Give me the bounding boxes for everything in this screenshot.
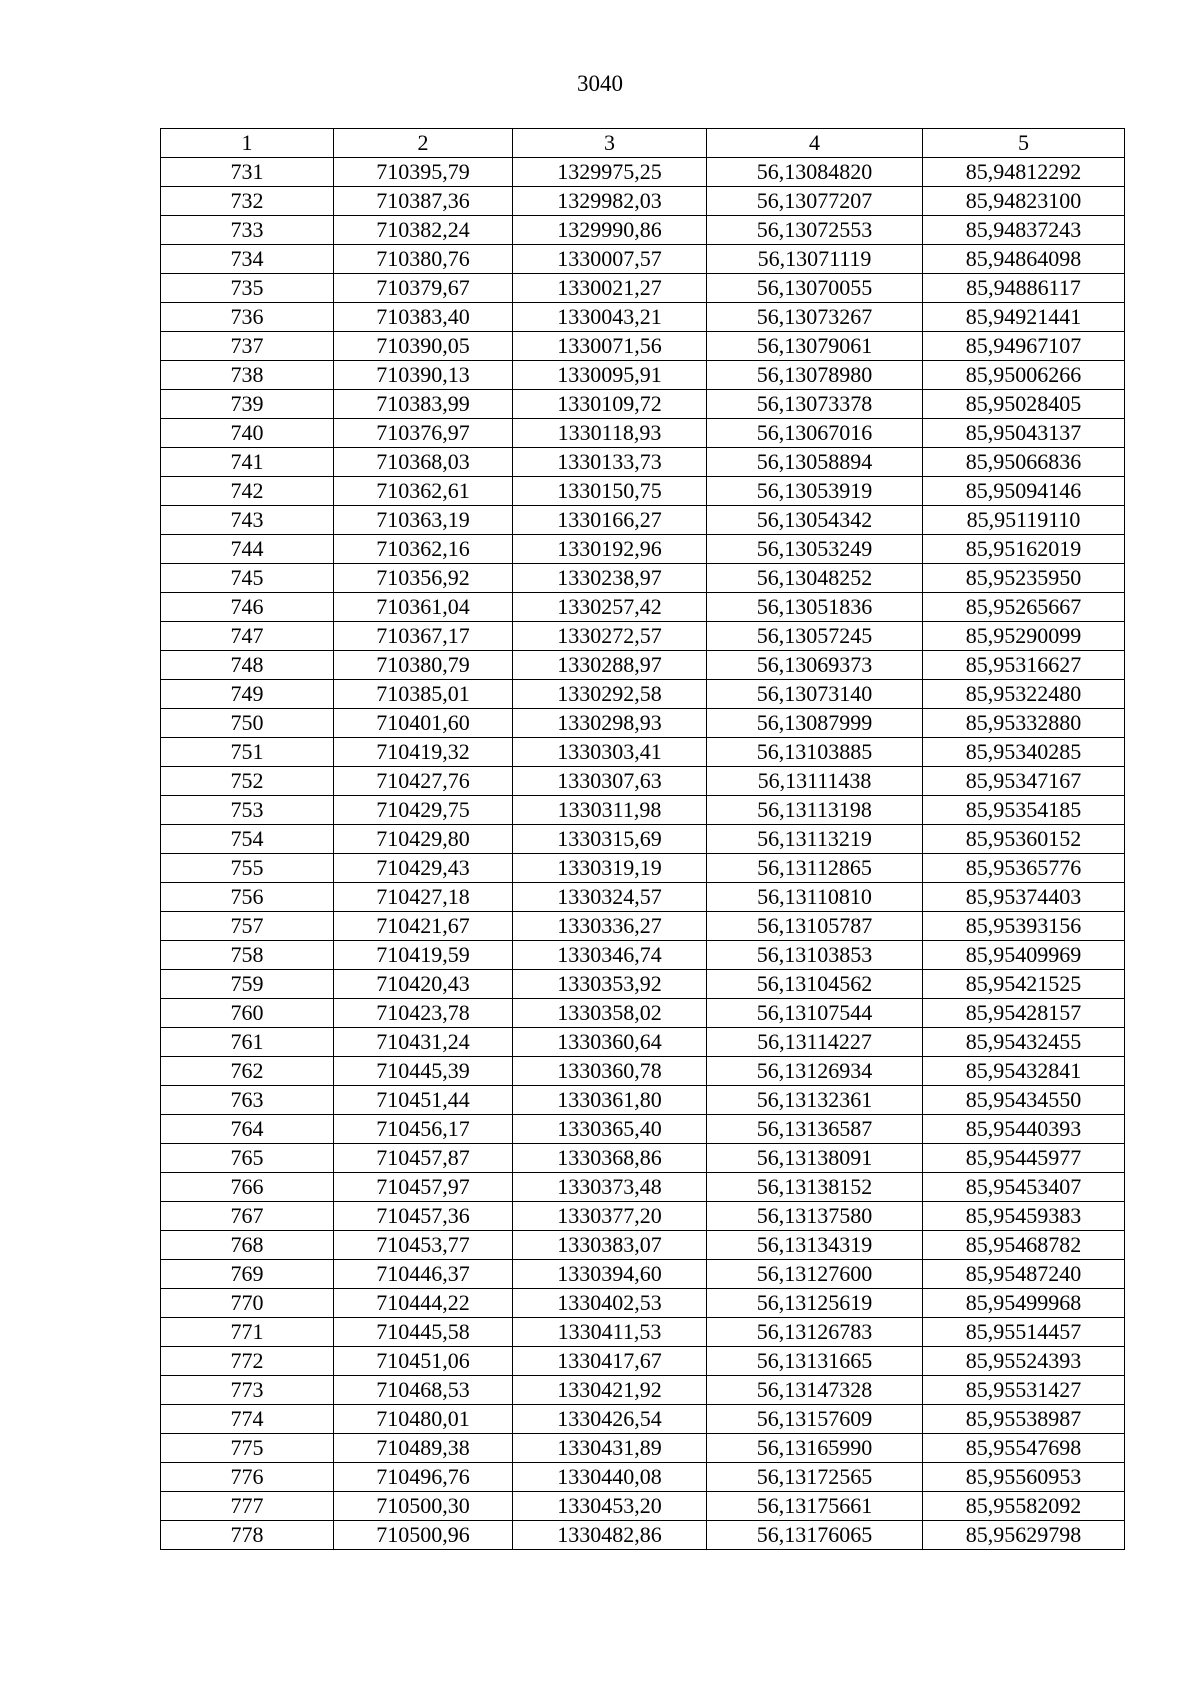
table-cell-col-2: 710480,01 [334,1405,513,1434]
table-cell-col-4: 56,13054342 [707,506,923,535]
table-cell-col-2: 710496,76 [334,1463,513,1492]
table-row [161,564,1125,593]
table-cell-col-2: 710457,97 [334,1173,513,1202]
table-cell-col-2: 710453,77 [334,1231,513,1260]
table-cell-col-3: 1330361,80 [513,1086,707,1115]
table-row [161,332,1125,361]
coordinates-table [160,128,1125,1550]
table-cell-col-5: 85,95028405 [923,390,1125,419]
table-cell-col-5: 85,95524393 [923,1347,1125,1376]
table-cell-col-5: 85,95066836 [923,448,1125,477]
table-row [161,1173,1125,1202]
table-row [161,1260,1125,1289]
table-cell-col-3: 1330021,27 [513,274,707,303]
table-cell-col-2: 710390,13 [334,361,513,390]
table-cell-col-1: 754 [161,825,334,854]
table-cell-col-1: 752 [161,767,334,796]
table-cell-col-4: 56,13126783 [707,1318,923,1347]
table-cell-col-3: 1330166,27 [513,506,707,535]
table-cell-col-1: 751 [161,738,334,767]
table-cell-col-4: 56,13172565 [707,1463,923,1492]
table-cell-col-2: 710368,03 [334,448,513,477]
table-cell-col-4: 56,13084820 [707,158,923,187]
table-row [161,1057,1125,1086]
table-cell-col-2: 710427,18 [334,883,513,912]
table-cell-col-5: 85,95487240 [923,1260,1125,1289]
table-cell-col-1: 744 [161,535,334,564]
table-row [161,1289,1125,1318]
table-row [161,1231,1125,1260]
table-row [161,303,1125,332]
table-cell-col-2: 710429,43 [334,854,513,883]
table-cell-col-1: 731 [161,158,334,187]
table-cell-col-4: 56,13079061 [707,332,923,361]
table-cell-col-5: 85,95434550 [923,1086,1125,1115]
table-cell-col-3: 1330360,64 [513,1028,707,1057]
table-cell-col-2: 710468,53 [334,1376,513,1405]
table-cell-col-5: 85,95347167 [923,767,1125,796]
table-cell-col-5: 85,95365776 [923,854,1125,883]
table-cell-col-2: 710427,76 [334,767,513,796]
table-cell-col-5: 85,95499968 [923,1289,1125,1318]
table-cell-col-4: 56,13136587 [707,1115,923,1144]
table-cell-col-2: 710401,60 [334,709,513,738]
table-cell-col-5: 85,94864098 [923,245,1125,274]
table-row [161,1405,1125,1434]
table-cell-col-3: 1330324,57 [513,883,707,912]
table-cell-col-2: 710383,40 [334,303,513,332]
table-cell-col-5: 85,94812292 [923,158,1125,187]
table-row [161,970,1125,999]
table-cell-col-3: 1329975,25 [513,158,707,187]
table-cell-col-3: 1329990,86 [513,216,707,245]
table-cell-col-3: 1330353,92 [513,970,707,999]
table-cell-col-3: 1330365,40 [513,1115,707,1144]
table-cell-col-5: 85,95432841 [923,1057,1125,1086]
table-cell-col-3: 1330368,86 [513,1144,707,1173]
table-cell-col-1: 759 [161,970,334,999]
table-cell-col-4: 56,13126934 [707,1057,923,1086]
table-cell-col-1: 775 [161,1434,334,1463]
table-cell-col-3: 1330482,86 [513,1521,707,1550]
table-cell-col-5: 85,95468782 [923,1231,1125,1260]
table-row [161,158,1125,187]
table-cell-col-5: 85,95629798 [923,1521,1125,1550]
table-cell-col-1: 760 [161,999,334,1028]
table-cell-col-4: 56,13070055 [707,274,923,303]
table-cell-col-4: 56,13107544 [707,999,923,1028]
table-cell-col-1: 734 [161,245,334,274]
table-row [161,1347,1125,1376]
table-cell-col-5: 85,95290099 [923,622,1125,651]
table-row [161,854,1125,883]
table-cell-col-2: 710382,24 [334,216,513,245]
table-cell-col-1: 770 [161,1289,334,1318]
table-cell-col-5: 85,95393156 [923,912,1125,941]
table-cell-col-4: 56,13114227 [707,1028,923,1057]
column-header-2: 2 [334,129,513,158]
table-cell-col-3: 1330358,02 [513,999,707,1028]
table-cell-col-1: 774 [161,1405,334,1434]
table-cell-col-5: 85,95265667 [923,593,1125,622]
table-cell-col-4: 56,13110810 [707,883,923,912]
table-row [161,680,1125,709]
table-cell-col-4: 56,13132361 [707,1086,923,1115]
table-cell-col-4: 56,13105787 [707,912,923,941]
table-cell-col-3: 1330440,08 [513,1463,707,1492]
table-cell-col-1: 758 [161,941,334,970]
table-cell-col-4: 56,13087999 [707,709,923,738]
table-row [161,651,1125,680]
table-cell-col-2: 710445,39 [334,1057,513,1086]
table-cell-col-3: 1330383,07 [513,1231,707,1260]
table-cell-col-4: 56,13112865 [707,854,923,883]
table-cell-col-3: 1330402,53 [513,1289,707,1318]
table-row [161,738,1125,767]
table-cell-col-2: 710421,67 [334,912,513,941]
table-cell-col-1: 756 [161,883,334,912]
table-cell-col-5: 85,95235950 [923,564,1125,593]
table-cell-col-3: 1330453,20 [513,1492,707,1521]
table-cell-col-1: 762 [161,1057,334,1086]
table-cell-col-3: 1330118,93 [513,419,707,448]
table-cell-col-4: 56,13165990 [707,1434,923,1463]
table-cell-col-4: 56,13077207 [707,187,923,216]
table-cell-col-2: 710445,58 [334,1318,513,1347]
table-cell-col-2: 710446,37 [334,1260,513,1289]
table-cell-col-3: 1330007,57 [513,245,707,274]
table-cell-col-5: 85,95538987 [923,1405,1125,1434]
table-cell-col-4: 56,13057245 [707,622,923,651]
table-cell-col-5: 85,94837243 [923,216,1125,245]
table-cell-col-2: 710429,80 [334,825,513,854]
table-cell-col-3: 1330133,73 [513,448,707,477]
table-cell-col-2: 710362,61 [334,477,513,506]
table-cell-col-1: 773 [161,1376,334,1405]
table-cell-col-4: 56,13073267 [707,303,923,332]
table-cell-col-4: 56,13072553 [707,216,923,245]
table-row [161,767,1125,796]
table-row [161,709,1125,738]
table-cell-col-5: 85,95340285 [923,738,1125,767]
table-row [161,1376,1125,1405]
column-header-4: 4 [707,129,923,158]
table-cell-col-3: 1330311,98 [513,796,707,825]
table-row [161,535,1125,564]
table-cell-col-4: 56,13113219 [707,825,923,854]
table-cell-col-1: 746 [161,593,334,622]
table-cell-col-5: 85,95560953 [923,1463,1125,1492]
table-cell-col-1: 741 [161,448,334,477]
table-cell-col-2: 710489,38 [334,1434,513,1463]
table-cell-col-1: 778 [161,1521,334,1550]
table-row [161,448,1125,477]
table-cell-col-4: 56,13073140 [707,680,923,709]
header-row [161,129,1125,158]
table-cell-col-4: 56,13147328 [707,1376,923,1405]
table-cell-col-3: 1330426,54 [513,1405,707,1434]
table-row [161,1115,1125,1144]
table-cell-col-4: 56,13176065 [707,1521,923,1550]
table-cell-col-4: 56,13078980 [707,361,923,390]
table-cell-col-3: 1330373,48 [513,1173,707,1202]
table-row [161,1144,1125,1173]
column-header-5: 5 [923,129,1125,158]
table-cell-col-2: 710500,96 [334,1521,513,1550]
table-cell-col-3: 1330192,96 [513,535,707,564]
table-cell-col-1: 763 [161,1086,334,1115]
table-row [161,1086,1125,1115]
table-cell-col-5: 85,95514457 [923,1318,1125,1347]
table-cell-col-5: 85,95332880 [923,709,1125,738]
table-cell-col-1: 736 [161,303,334,332]
table-cell-col-1: 743 [161,506,334,535]
table-cell-col-3: 1330109,72 [513,390,707,419]
table-row [161,477,1125,506]
table-cell-col-2: 710451,44 [334,1086,513,1115]
table-cell-col-5: 85,95409969 [923,941,1125,970]
table-cell-col-1: 765 [161,1144,334,1173]
table-cell-col-1: 766 [161,1173,334,1202]
table-row [161,1434,1125,1463]
table-cell-col-4: 56,13134319 [707,1231,923,1260]
table-cell-col-2: 710390,05 [334,332,513,361]
table-cell-col-2: 710376,97 [334,419,513,448]
table-cell-col-3: 1330095,91 [513,361,707,390]
table-row [161,825,1125,854]
table-cell-col-2: 710380,79 [334,651,513,680]
table-cell-col-3: 1330043,21 [513,303,707,332]
table-header [161,129,1125,158]
table-cell-col-5: 85,95006266 [923,361,1125,390]
table-cell-col-1: 742 [161,477,334,506]
table-cell-col-1: 776 [161,1463,334,1492]
table-cell-col-2: 710367,17 [334,622,513,651]
table-row [161,883,1125,912]
table-cell-col-5: 85,94886117 [923,274,1125,303]
table-cell-col-4: 56,13138152 [707,1173,923,1202]
table-cell-col-5: 85,95582092 [923,1492,1125,1521]
table-cell-col-2: 710444,22 [334,1289,513,1318]
table-cell-col-1: 764 [161,1115,334,1144]
table-cell-col-4: 56,13048252 [707,564,923,593]
table-cell-col-5: 85,95440393 [923,1115,1125,1144]
table-cell-col-2: 710451,06 [334,1347,513,1376]
table-row [161,245,1125,274]
table-cell-col-2: 710356,92 [334,564,513,593]
table-cell-col-5: 85,95374403 [923,883,1125,912]
table-cell-col-4: 56,13103853 [707,941,923,970]
table-row [161,1463,1125,1492]
table-cell-col-3: 1330303,41 [513,738,707,767]
table-cell-col-4: 56,13175661 [707,1492,923,1521]
table-cell-col-2: 710395,79 [334,158,513,187]
table-cell-col-2: 710361,04 [334,593,513,622]
table-cell-col-1: 753 [161,796,334,825]
table-cell-col-2: 710383,99 [334,390,513,419]
table-cell-col-5: 85,95453407 [923,1173,1125,1202]
table-cell-col-5: 85,95432455 [923,1028,1125,1057]
table-cell-col-5: 85,94967107 [923,332,1125,361]
table-cell-col-1: 739 [161,390,334,419]
table-cell-col-2: 710387,36 [334,187,513,216]
table-cell-col-1: 733 [161,216,334,245]
table-cell-col-2: 710419,59 [334,941,513,970]
table-cell-col-1: 732 [161,187,334,216]
table-row [161,390,1125,419]
table-cell-col-1: 769 [161,1260,334,1289]
table-cell-col-2: 710362,16 [334,535,513,564]
table-cell-col-4: 56,13131665 [707,1347,923,1376]
table-cell-col-2: 710385,01 [334,680,513,709]
table-cell-col-5: 85,95322480 [923,680,1125,709]
table-cell-col-4: 56,13127600 [707,1260,923,1289]
table-cell-col-1: 755 [161,854,334,883]
table-row [161,216,1125,245]
table-cell-col-2: 710500,30 [334,1492,513,1521]
table-row [161,999,1125,1028]
table-cell-col-3: 1329982,03 [513,187,707,216]
table-cell-col-3: 1330307,63 [513,767,707,796]
table-cell-col-5: 85,95428157 [923,999,1125,1028]
table-cell-col-5: 85,95316627 [923,651,1125,680]
table-cell-col-3: 1330288,97 [513,651,707,680]
table-cell-col-4: 56,13071119 [707,245,923,274]
table-row [161,1202,1125,1231]
table-cell-col-3: 1330346,74 [513,941,707,970]
table-cell-col-5: 85,95043137 [923,419,1125,448]
table-cell-col-5: 85,95459383 [923,1202,1125,1231]
table-cell-col-1: 735 [161,274,334,303]
table-cell-col-2: 710363,19 [334,506,513,535]
table-row [161,506,1125,535]
column-header-3: 3 [513,129,707,158]
table-cell-col-1: 747 [161,622,334,651]
table-cell-col-1: 738 [161,361,334,390]
table-row [161,419,1125,448]
table-cell-col-4: 56,13069373 [707,651,923,680]
table-cell-col-3: 1330071,56 [513,332,707,361]
table-cell-col-3: 1330315,69 [513,825,707,854]
table-cell-col-3: 1330319,19 [513,854,707,883]
table-cell-col-4: 56,13053919 [707,477,923,506]
table-row [161,593,1125,622]
table-cell-col-2: 710456,17 [334,1115,513,1144]
table-cell-col-1: 740 [161,419,334,448]
table-cell-col-3: 1330394,60 [513,1260,707,1289]
table-row [161,274,1125,303]
table-cell-col-1: 772 [161,1347,334,1376]
table-cell-col-4: 56,13111438 [707,767,923,796]
table-cell-col-1: 771 [161,1318,334,1347]
table-cell-col-3: 1330257,42 [513,593,707,622]
table-cell-col-1: 750 [161,709,334,738]
table-cell-col-3: 1330411,53 [513,1318,707,1347]
table-row [161,361,1125,390]
table-cell-col-1: 757 [161,912,334,941]
table-cell-col-3: 1330150,75 [513,477,707,506]
table-cell-col-2: 710431,24 [334,1028,513,1057]
table-cell-col-3: 1330360,78 [513,1057,707,1086]
table-cell-col-5: 85,95094146 [923,477,1125,506]
table-cell-col-5: 85,95421525 [923,970,1125,999]
table-row [161,912,1125,941]
table-row [161,1318,1125,1347]
table-cell-col-1: 748 [161,651,334,680]
table-cell-col-4: 56,13053249 [707,535,923,564]
table-cell-col-2: 710457,87 [334,1144,513,1173]
table-row [161,622,1125,651]
table-cell-col-5: 85,95162019 [923,535,1125,564]
table-cell-col-5: 85,95547698 [923,1434,1125,1463]
table-row [161,941,1125,970]
table-cell-col-4: 56,13138091 [707,1144,923,1173]
table-cell-col-5: 85,95354185 [923,796,1125,825]
table-cell-col-5: 85,95119110 [923,506,1125,535]
table-cell-col-5: 85,95360152 [923,825,1125,854]
page-number: 3040 [577,71,623,96]
table-cell-col-3: 1330421,92 [513,1376,707,1405]
column-header-1: 1 [161,129,334,158]
table-cell-col-1: 749 [161,680,334,709]
table-cell-col-3: 1330292,58 [513,680,707,709]
table-cell-col-2: 710420,43 [334,970,513,999]
table-cell-col-5: 85,95445977 [923,1144,1125,1173]
table-cell-col-5: 85,95531427 [923,1376,1125,1405]
table-cell-col-4: 56,13104562 [707,970,923,999]
table-cell-col-4: 56,13137580 [707,1202,923,1231]
table-cell-col-4: 56,13073378 [707,390,923,419]
table-cell-col-2: 710429,75 [334,796,513,825]
table-cell-col-3: 1330238,97 [513,564,707,593]
table-cell-col-5: 85,94823100 [923,187,1125,216]
table-cell-col-3: 1330431,89 [513,1434,707,1463]
table-cell-col-4: 56,13051836 [707,593,923,622]
table-cell-col-4: 56,13067016 [707,419,923,448]
table-cell-col-5: 85,94921441 [923,303,1125,332]
table-cell-col-3: 1330377,20 [513,1202,707,1231]
table-cell-col-4: 56,13113198 [707,796,923,825]
table-cell-col-1: 767 [161,1202,334,1231]
table-cell-col-3: 1330336,27 [513,912,707,941]
table-cell-col-2: 710379,67 [334,274,513,303]
table-cell-col-3: 1330272,57 [513,622,707,651]
table-cell-col-1: 777 [161,1492,334,1521]
table-cell-col-2: 710419,32 [334,738,513,767]
table-cell-col-3: 1330417,67 [513,1347,707,1376]
table-row [161,796,1125,825]
table-body [161,158,1125,1550]
table-row [161,1521,1125,1550]
table-cell-col-2: 710380,76 [334,245,513,274]
table-row [161,187,1125,216]
table-cell-col-4: 56,13125619 [707,1289,923,1318]
table-cell-col-1: 768 [161,1231,334,1260]
table-cell-col-2: 710423,78 [334,999,513,1028]
table-cell-col-4: 56,13058894 [707,448,923,477]
table-cell-col-4: 56,13103885 [707,738,923,767]
table-row [161,1028,1125,1057]
table-row [161,1492,1125,1521]
table-cell-col-4: 56,13157609 [707,1405,923,1434]
table-cell-col-2: 710457,36 [334,1202,513,1231]
table-cell-col-1: 745 [161,564,334,593]
table-cell-col-1: 761 [161,1028,334,1057]
table-cell-col-3: 1330298,93 [513,709,707,738]
table-cell-col-1: 737 [161,332,334,361]
